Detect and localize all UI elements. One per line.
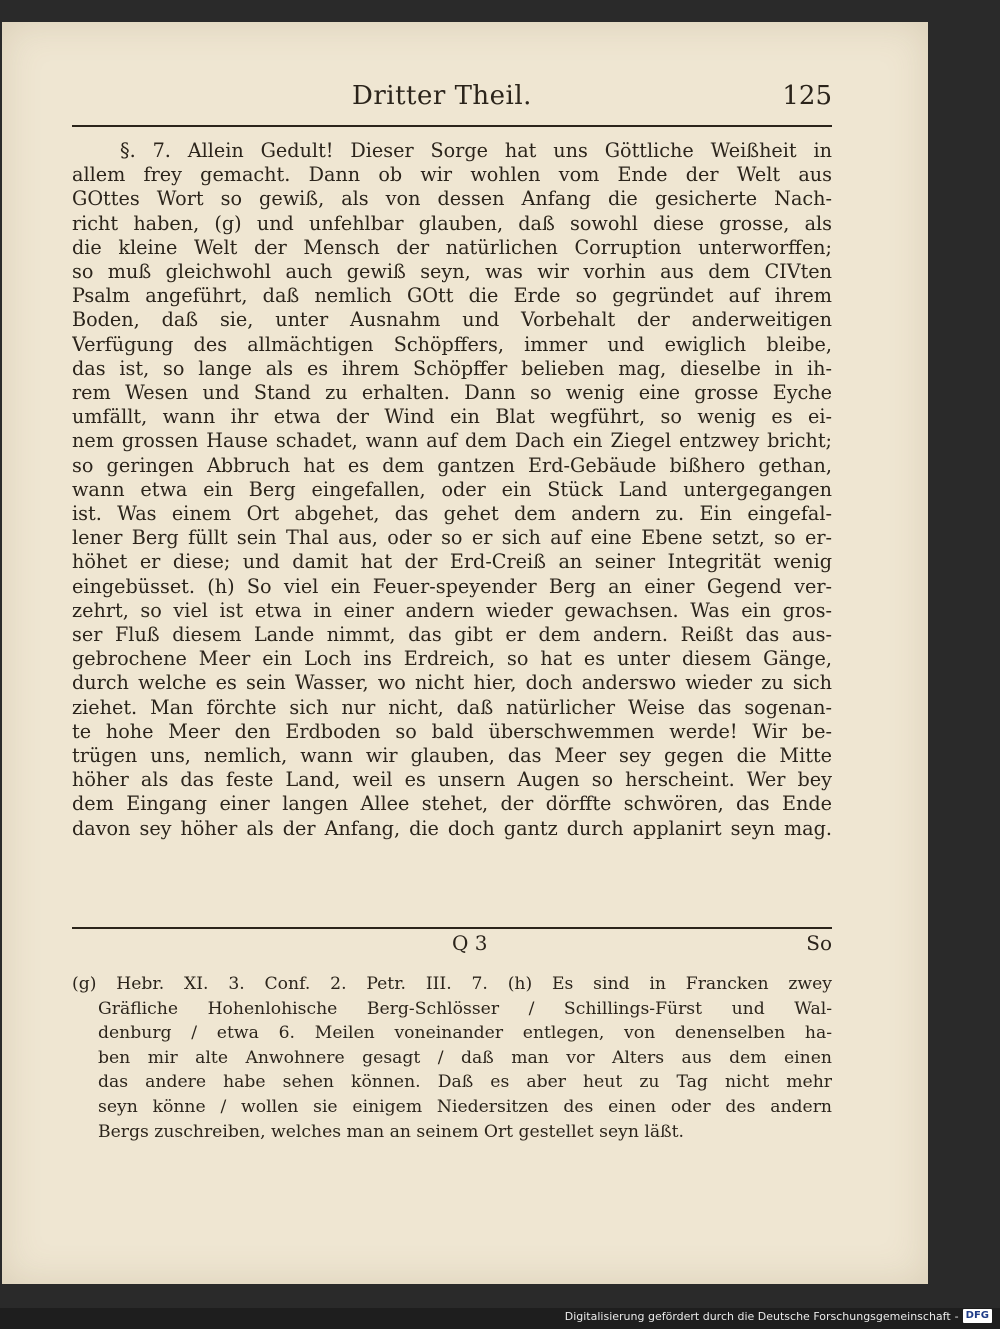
body-line: lener Berg füllt sein Thal aus, oder so er sich auf eine Ebene setzt, so er- xyxy=(72,526,832,550)
body-line: umfällt, wann ihr etwa der Wind ein Blat wegführt, so wenig es ei- xyxy=(72,405,832,429)
body-line: zehrt, so viel ist etwa in einer andern wieder gewachsen. Was ein gros- xyxy=(72,598,832,622)
book-page xyxy=(2,22,928,1284)
body-line: dem Eingang einer langen Allee stehet, der dörffte schwören, das Ende xyxy=(72,792,832,816)
credit-separator: - xyxy=(954,1309,959,1323)
text-block xyxy=(72,67,832,1142)
body-text xyxy=(72,139,832,841)
catchword: So xyxy=(806,931,832,955)
body-line: Verfügung des allmächtigen Schöpffers, immer und ewiglich bleibe, xyxy=(72,332,832,356)
footnote-line: (g) Hebr. XI. 3. Conf. 2. Petr. III. 7. (h) Es sind in Francken zwey xyxy=(72,974,832,994)
body-line: das ist, so lange als es ihrem Schöpffer belieben mag, dieselbe in ih- xyxy=(72,356,832,380)
body-line: gebrochene Meer ein Loch ins Erdreich, so hat es unter diesem Gänge, xyxy=(72,647,832,671)
body-line: davon sey höher als der Anfang, die doch gantz durch applanirt seyn mag. xyxy=(72,816,832,840)
digitization-credit xyxy=(565,1308,992,1324)
body-line: richt haben, (g) und unfehlbar glauben, daß sowohl diese grosse, als xyxy=(72,211,832,235)
running-title: Dritter Theil. xyxy=(352,81,532,111)
body-line: Psalm angeführt, daß nemlich GOtt die Erde so gegründet auf ihrem xyxy=(72,284,832,308)
body-line: te hohe Meer den Erdboden so bald überschwemmen werde! Wir be- xyxy=(72,719,832,743)
body-line: allem frey gemacht. Dann ob wir wohlen vom Ende der Welt aus xyxy=(72,163,832,187)
footnote-line: seyn könne / wollen sie einigem Niedersitzen des einen oder des andern xyxy=(98,1096,832,1117)
body-line: ziehet. Man förchte sich nur nicht, daß natürlicher Weise das sogenan- xyxy=(72,695,832,719)
body-line: ist. Was einem Ort abgehet, das gehet dem andern zu. Ein eingefal- xyxy=(72,502,832,526)
credit-text: Digitalisierung gefördert durch die Deutsche Forschungsgemeinschaft xyxy=(564,1309,951,1323)
body-line: eingebüsset. (h) So viel ein Feuer-speyender Berg an einer Gegend ver- xyxy=(72,574,832,598)
dfg-logo: DFG xyxy=(963,1309,992,1323)
body-line: rem Wesen und Stand zu erhalten. Dann so wenig eine grosse Eyche xyxy=(72,381,832,405)
footnote-line: das andere habe sehen können. Daß es aber heut zu Tag nicht mehr xyxy=(98,1072,832,1093)
footnote-line: ben mir alte Anwohnere gesagt / daß man vor Alters aus dem einen xyxy=(98,1047,832,1068)
body-line: so geringen Abbruch hat es dem gantzen Erd-Gebäude bißhero gethan, xyxy=(72,453,832,477)
footnote-line: Bergs zuschreiben, welches man an seinem Ort gestellet seyn läßt. xyxy=(98,1121,684,1142)
body-line: höher als das feste Land, weil es unsern Augen so herscheint. Wer bey xyxy=(72,768,832,792)
running-head xyxy=(72,67,832,117)
body-line: trügen uns, nemlich, wann wir glauben, das Meer sey gegen die Mitte xyxy=(72,744,832,768)
body-line: so muß gleichwohl auch gewiß seyn, was wir vorhin aus dem CIVten xyxy=(72,260,832,284)
body-line: wann etwa ein Berg eingefallen, oder ein Stück Land untergegangen xyxy=(72,477,832,501)
footnote-line: Gräfliche Hohenlohische Berg-Schlösser / Schillings-Fürst und Wal- xyxy=(98,998,832,1019)
body-line: nem grossen Hause schadet, wann auf dem Dach ein Ziegel entzwey bricht; xyxy=(72,429,832,453)
body-line: die kleine Welt der Mensch der natürlichen Corruption unterworffen; xyxy=(72,235,832,259)
signature-mark: Q 3 xyxy=(452,931,488,955)
footnotes xyxy=(72,972,832,1144)
body-line: ser Fluß diesem Lande nimmt, das gibt er dem andern. Reißt das aus- xyxy=(72,623,832,647)
body-line: §. 7. Allein Gedult! Dieser Sorge hat uns Göttliche Weißheit in xyxy=(120,139,832,162)
body-line: höhet er diese; und damit hat der Erd-Creiß an seiner Integrität wenig xyxy=(72,550,832,574)
body-line: Boden, daß sie, unter Ausnahm und Vorbehalt der anderweitigen xyxy=(72,308,832,332)
body-line: GOttes Wort so gewiß, als von dessen Anfang die gesicherte Nach- xyxy=(72,187,832,211)
body-line: durch welche es sein Wasser, wo nicht hier, doch anderswo wieder zu sich xyxy=(72,671,832,695)
head-rule xyxy=(72,125,832,127)
footnote-line: denburg / etwa 6. Meilen voneinander entlegen, von denenselben ha- xyxy=(98,1023,832,1044)
signature-line xyxy=(72,929,832,959)
page-number: 125 xyxy=(782,81,832,111)
